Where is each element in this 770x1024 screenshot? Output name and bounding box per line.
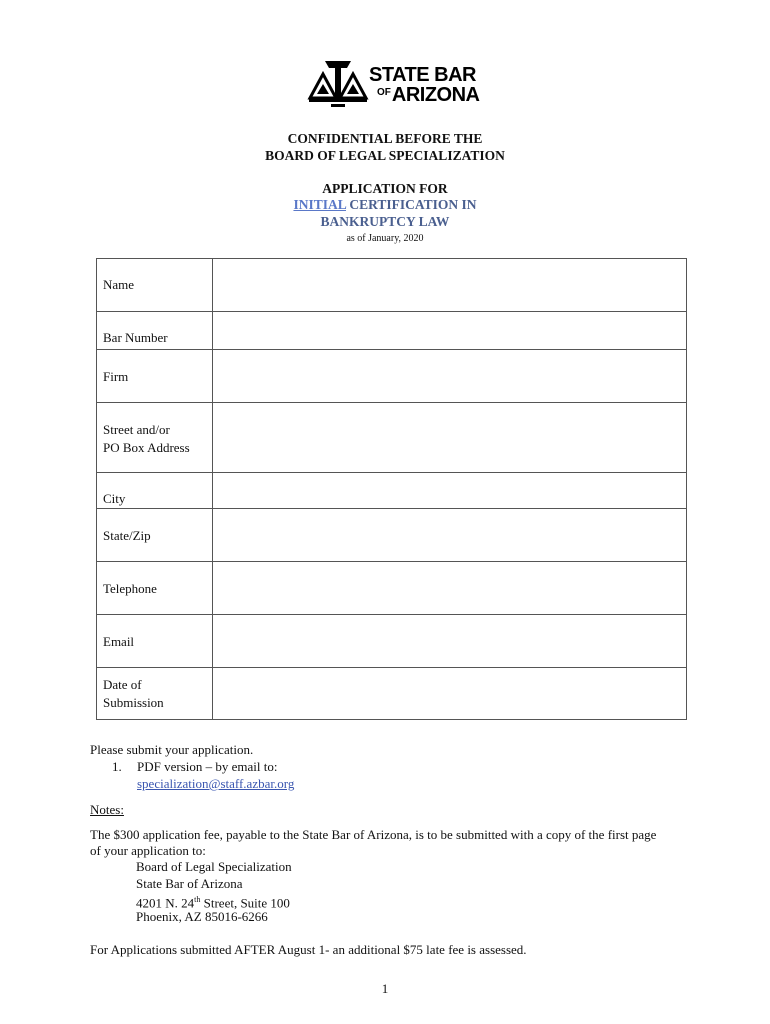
name-field[interactable] — [213, 259, 687, 312]
logo-of: OF — [377, 87, 391, 98]
firm-label: Firm — [97, 350, 213, 403]
application-title-line-2 — [0, 197, 770, 213]
as-of-date: as of January, 2020 — [346, 233, 424, 244]
telephone-label: Telephone — [97, 562, 213, 615]
address-line-4: Phoenix, AZ 85016-6266 — [136, 909, 268, 924]
specialization-email-link[interactable]: specialization@staff.azbar.org — [137, 776, 295, 791]
form-row-name — [97, 259, 687, 312]
address-line-2: State Bar of Arizona — [136, 876, 243, 891]
date-field[interactable] — [213, 668, 687, 720]
address-label — [97, 403, 213, 473]
firm-field[interactable] — [213, 350, 687, 403]
form-row-date — [97, 668, 687, 720]
scales-of-justice-icon — [307, 58, 369, 108]
address-label-line-2: PO Box Address — [103, 440, 190, 455]
item-number: 1. — [112, 759, 122, 774]
address-line-1: Board of Legal Specialization — [136, 859, 292, 874]
page-number: 1 — [381, 981, 389, 996]
certification-in-text: CERTIFICATION IN — [345, 197, 477, 212]
notes-heading: Notes: — [90, 802, 124, 817]
state-zip-field[interactable] — [213, 509, 687, 562]
bar-number-label: Bar Number — [97, 312, 213, 350]
item-text: PDF version – by email to: — [137, 759, 278, 774]
logo-arizona: ARIZONA — [391, 84, 480, 106]
date-label-line-2: Submission — [103, 694, 164, 710]
submission-item-1 — [112, 758, 277, 775]
form-row-telephone — [97, 562, 687, 615]
form-row-firm — [97, 350, 687, 403]
logo-line-state-bar: STATE BAR — [369, 64, 476, 86]
state-bar-logo — [307, 58, 493, 108]
application-title-line-3: BANKRUPTCY LAW — [320, 214, 450, 229]
submit-instruction: Please submit your application. — [90, 742, 254, 757]
date-label-line-1: Date of — [103, 676, 142, 692]
telephone-field[interactable] — [213, 562, 687, 615]
state-zip-label: State/Zip — [97, 509, 213, 562]
address-label-line-1: Street and/or — [103, 422, 170, 437]
name-label: Name — [97, 259, 213, 312]
email-label: Email — [97, 615, 213, 668]
application-title-line-1: APPLICATION FOR — [322, 181, 448, 196]
city-field[interactable] — [213, 473, 687, 509]
applicant-info-table — [96, 258, 687, 720]
date-label — [97, 668, 213, 720]
form-row-address — [97, 403, 687, 473]
logo-line-arizona — [377, 84, 480, 107]
address-field[interactable] — [213, 403, 687, 473]
late-fee-notice: For Applications submitted AFTER August 1- an additional $75 late fee is assessed. — [90, 942, 527, 957]
fee-text-line-1: The $300 application fee, payable to the State Bar of Arizona, is to be submitted with a copy of the first page — [90, 827, 657, 842]
street-ordinal: th — [194, 895, 201, 904]
fee-text-line-2: of your application to: — [90, 843, 206, 858]
form-row-email — [97, 615, 687, 668]
form-row-city — [97, 473, 687, 509]
form-row-state-zip — [97, 509, 687, 562]
bar-number-field[interactable] — [213, 312, 687, 350]
form-row-bar-number — [97, 312, 687, 350]
initial-link[interactable]: INITIAL — [293, 197, 346, 212]
city-label: City — [97, 473, 213, 509]
street-number: 4201 N. 24 — [136, 895, 195, 911]
email-field[interactable] — [213, 615, 687, 668]
street-rest: Street, Suite 100 — [200, 895, 290, 911]
confidential-line-1: CONFIDENTIAL BEFORE THE — [287, 131, 483, 146]
confidential-line-2: BOARD OF LEGAL SPECIALIZATION — [265, 148, 505, 163]
